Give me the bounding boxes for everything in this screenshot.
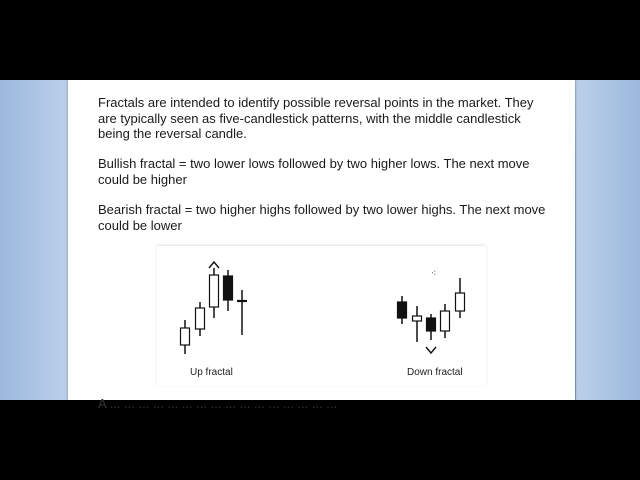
candle-down-4: [441, 311, 450, 331]
candle-down-1: [398, 302, 407, 318]
document-viewer: [0, 80, 640, 411]
candle-down-2: [413, 316, 422, 321]
candle-up-1: [181, 328, 190, 345]
paragraph-cut-off: A ... ... ... ... ... ... ... ... ... ... ... ... ... ... ... ...: [98, 396, 338, 411]
up-arrow-icon: [209, 262, 219, 268]
down-fractal-pattern: [398, 278, 465, 353]
candle-up-3: [210, 275, 219, 307]
left-gutter: [0, 80, 68, 400]
fractal-figure: [157, 246, 486, 386]
down-fractal-label: Down fractal: [407, 367, 463, 378]
up-fractal-label: Up fractal: [190, 367, 233, 378]
candle-up-2: [196, 308, 205, 329]
mouse-cursor-icon: ⁖: [431, 268, 437, 278]
right-gutter: [576, 80, 640, 400]
document-page[interactable]: [68, 80, 575, 411]
up-fractal-pattern: [181, 262, 248, 354]
down-arrow-icon: [426, 347, 436, 353]
candlestick-diagram: [157, 246, 486, 386]
candle-up-4: [224, 276, 233, 300]
candle-down-3: [427, 318, 436, 331]
paragraph-bullish-fractal: Bullish fractal = two lower lows followed by two higher lows. The next move could be higher: [98, 156, 530, 187]
candle-down-5: [456, 293, 465, 311]
paragraph-fractals-intro: Fractals are intended to identify possible reversal points in the market. They are typically seen as five-candlestick patterns, with the middle candlestick being the reversal candle.: [98, 95, 534, 141]
paragraph-bearish-fractal: Bearish fractal = two higher highs followed by two lower highs. The next move could be lower: [98, 202, 546, 233]
